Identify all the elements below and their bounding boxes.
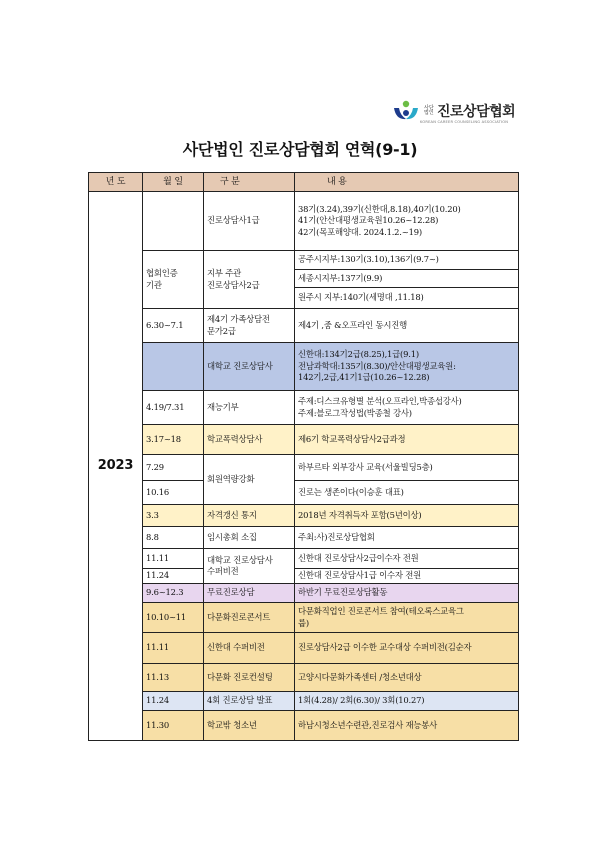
content-line: 주제:디스크유형별 분석(오프라인,박종섭강사) [298, 396, 462, 407]
type-cell: 진로상담사1급 [204, 192, 295, 251]
year-cell: 2023 [89, 192, 143, 741]
content-cell: 2018년 자격취득자 포함(5년이상) [295, 505, 519, 527]
content-cell: 진로상담사2급 이수한 교수대상 수퍼비전(김순자 [295, 633, 519, 664]
date-cell [143, 343, 204, 391]
date-cell: 11.11 [143, 549, 204, 569]
content-cell: 신한대 진로상담사1급 이수자 전원 [295, 569, 519, 584]
type-cell: 4회 진로상담 발표 [204, 692, 295, 711]
date-cell: 3.17~18 [143, 425, 204, 455]
date-cell: 11.24 [143, 692, 204, 711]
table-row [89, 692, 519, 711]
type-cell: 다문화진로콘서트 [204, 603, 295, 633]
content-line: 다문화직업인 진로콘서트 참여(테오록스교육그 [298, 606, 464, 617]
date-cell: 6.30~7.1 [143, 309, 204, 343]
table-row [89, 603, 519, 633]
date-cell: 3.3 [143, 505, 204, 527]
content-line: 룹) [298, 617, 309, 628]
date-cell: 7.29 [143, 455, 204, 481]
table-row [89, 251, 519, 270]
content-line: 신한대:134기2급(8.25),1급(9.1) [298, 349, 419, 360]
table-row [89, 527, 519, 549]
association-logo [391, 100, 515, 122]
type-line: 지부 주관 [207, 268, 242, 279]
logo-emblem-icon [391, 100, 421, 122]
type-cell: 신한대 수퍼비전 [204, 633, 295, 664]
date-cell: 11.30 [143, 711, 204, 741]
content-cell: 하남시청소년수련관,진로검사 재능봉사 [295, 711, 519, 741]
content-cell [295, 391, 519, 425]
content-line: 전남과학대:135기(8.30)/안산대평생교육원: [298, 360, 456, 371]
content-cell: 제6기 학교폭력상담사2급과정 [295, 425, 519, 455]
date-cell [143, 251, 204, 309]
type-cell: 무료진로상담 [204, 584, 295, 603]
type-cell: 재능기부 [204, 391, 295, 425]
table-row [89, 481, 519, 505]
type-line: 문가2급 [207, 325, 236, 336]
type-cell [204, 549, 295, 584]
type-line: 제4기 가족상담전 [207, 314, 270, 325]
content-cell: 공주시지부:130기(3.10),136기(9.7~) [295, 251, 519, 270]
content-cell: 진로는 생존이다(이승훈 대표) [295, 481, 519, 505]
content-cell [295, 343, 519, 391]
table-row [89, 711, 519, 741]
date-line: 협회인증 [146, 268, 178, 279]
header-type: 구 분 [204, 173, 295, 192]
date-line: 기관 [146, 279, 162, 290]
header-month: 월 일 [143, 173, 204, 192]
page-title: 사단법인 진로상담협회 연혁(9-1) [182, 140, 418, 159]
type-cell [204, 309, 295, 343]
date-cell: 11.13 [143, 664, 204, 692]
date-cell: 10.16 [143, 481, 204, 505]
type-cell: 다문화 진로컨설팅 [204, 664, 295, 692]
table-row [89, 309, 519, 343]
table-row [89, 391, 519, 425]
content-line: 41기(안산대평생교육원10.26~12.28) [298, 215, 439, 226]
content-line: 142기,2급,41기1급(10.26~12.28) [298, 372, 430, 383]
date-cell: 8.8 [143, 527, 204, 549]
content-cell: 원주시 지부:140기(세명대 ,11.18) [295, 288, 519, 309]
type-cell: 학교밖 청소년 [204, 711, 295, 741]
type-cell: 회원역량강화 [204, 455, 295, 505]
content-cell: 하반기 무료진로상담활동 [295, 584, 519, 603]
table-row [89, 584, 519, 603]
type-line: 진로상담사2급 [207, 279, 260, 290]
content-cell [295, 192, 519, 251]
date-cell [143, 192, 204, 251]
type-cell [204, 251, 295, 309]
header-year: 년 도 [89, 173, 143, 192]
content-cell: 고양시다문화가족센터 /청소년대상 [295, 664, 519, 692]
table-row [89, 455, 519, 481]
table-row [89, 549, 519, 569]
type-line: 수퍼비전 [207, 566, 239, 576]
content-cell: 신한대 진로상담사2급이수자 전원 [295, 549, 519, 569]
history-table [88, 172, 519, 741]
content-cell: 주최:사)진로상담협회 [295, 527, 519, 549]
table-row [89, 633, 519, 664]
content-cell: 제4기 ,줌 &오프라인 동시진행 [295, 309, 519, 343]
table-row [89, 343, 519, 391]
table-row [89, 425, 519, 455]
header-content: 내 용 [295, 173, 519, 192]
content-line: 38기(3.24),39기(신한대,8.18),40기(10.20) [298, 203, 461, 214]
table-header-row [89, 173, 519, 192]
logo-name: 진로상담협회 [437, 104, 516, 120]
logo-subtitle: KOREAN CAREER COUNSELING ASSOCIATION [420, 120, 509, 124]
content-cell: 세종시지부:137기(9.9) [295, 270, 519, 288]
type-cell: 임시총회 소집 [204, 527, 295, 549]
content-cell [295, 603, 519, 633]
date-cell: 10.10~11 [143, 603, 204, 633]
content-line: 주제:블로그작성법(박종철 강사) [298, 407, 412, 418]
table-row [89, 569, 519, 584]
type-cell: 대학교 진로상담사 [204, 343, 295, 391]
logo-small-text: 사단법인 [424, 105, 434, 116]
date-cell: 9.6~12.3 [143, 584, 204, 603]
type-cell: 자격갱신 통지 [204, 505, 295, 527]
table-row [89, 664, 519, 692]
date-cell: 11.24 [143, 569, 204, 584]
content-cell: 1회(4.28)/ 2회(6.30)/ 3회(10.27) [295, 692, 519, 711]
date-cell: 4.19/7.31 [143, 391, 204, 425]
content-cell: 하부르타 외부강사 교육(서울빌딩5층) [295, 455, 519, 481]
type-line: 대학교 진로상담사 [207, 554, 273, 565]
type-cell: 학교폭력상담사 [204, 425, 295, 455]
table-row [89, 192, 519, 251]
date-cell: 11.11 [143, 633, 204, 664]
table-row [89, 505, 519, 527]
content-line: 42기(목포해양대. 2024.1.2.~19) [298, 226, 422, 237]
